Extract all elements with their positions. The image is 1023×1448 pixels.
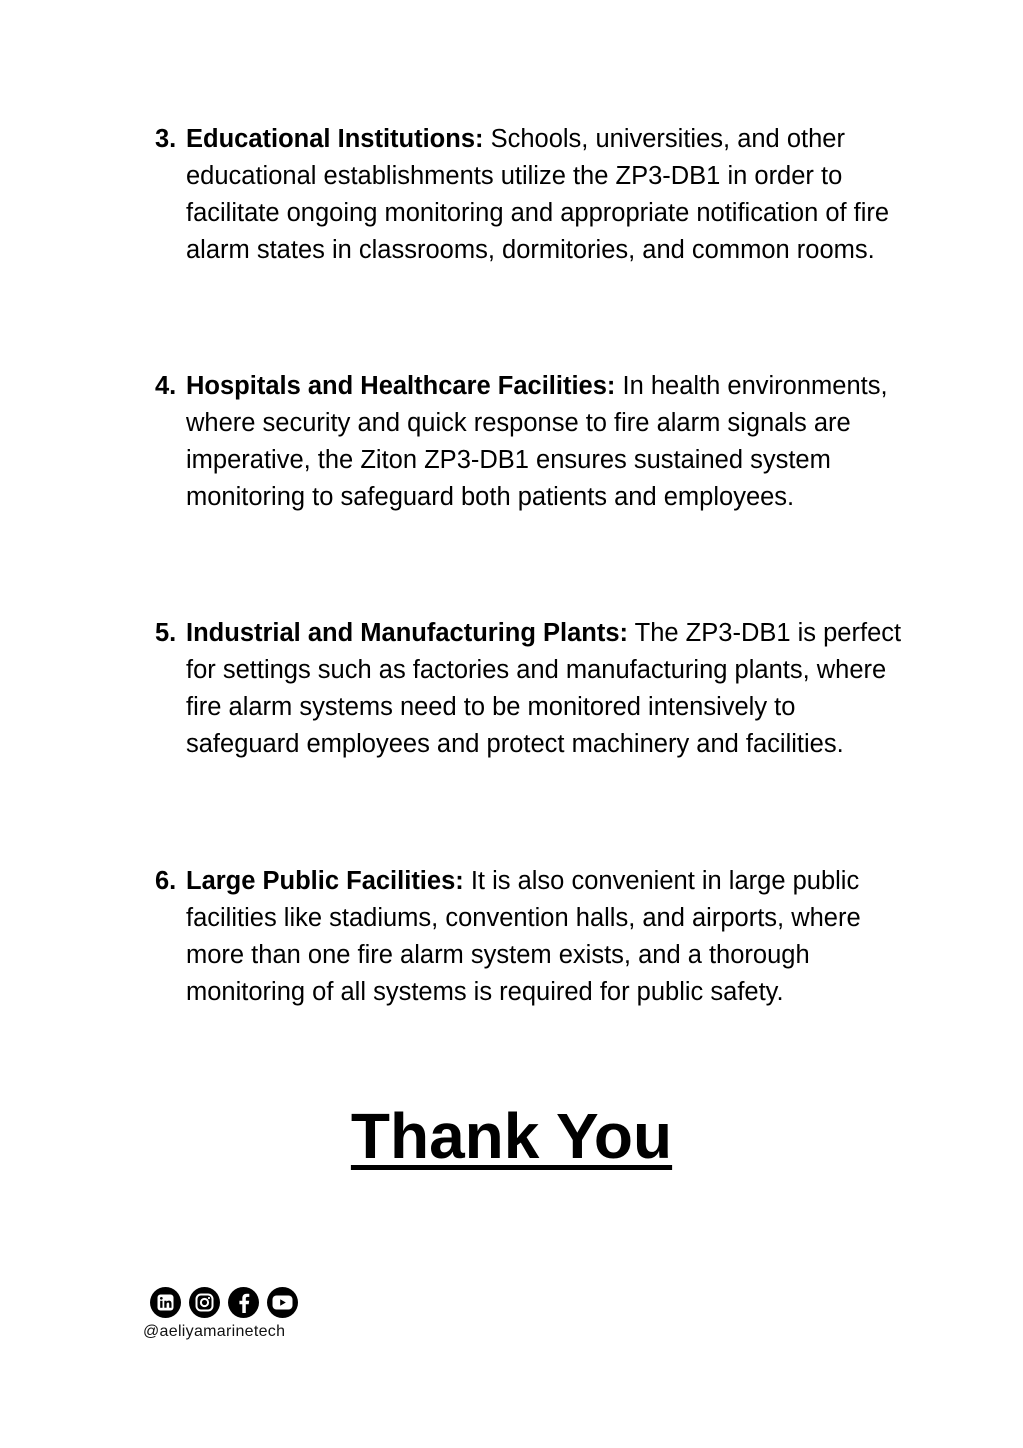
list-number: 3.	[155, 125, 177, 153]
list-item-heading: Large Public Facilities:	[186, 867, 464, 895]
list-number: 6.	[155, 867, 177, 895]
list-item-public-facilities	[155, 863, 915, 1011]
list-item-educational-institutions	[155, 121, 915, 269]
list-item-heading: Educational Institutions:	[186, 125, 484, 153]
list-item-text: Schools, universities, and other educational establishments utilize the ZP3-DB1 in order to facilitate ongoing monitoring and appropriate notification of fire alarm states in classrooms, dormitories, and common rooms.	[186, 125, 890, 264]
youtube-icon[interactable]	[267, 1287, 298, 1318]
social-links	[150, 1287, 298, 1318]
instagram-icon[interactable]	[189, 1287, 220, 1318]
list-item-hospitals	[155, 368, 915, 516]
list-item-text: It is also convenient in large public facilities like stadiums, convention halls, and airports, where more than one fire alarm system exists, and a thorough monitoring of all systems is required for public safety.	[186, 867, 861, 1006]
list-item-body	[186, 121, 915, 269]
list-item-body	[186, 863, 915, 1011]
list-item-body	[186, 615, 915, 763]
list-number: 5.	[155, 619, 177, 647]
list-item-text: The ZP3-DB1 is perfect for settings such as factories and manufacturing plants, where fire alarm systems need to be monitored intensively to safeguard employees and protect machinery and facilities.	[186, 619, 902, 758]
thank-you-heading: Thank You	[350, 1100, 673, 1172]
list-item-text: In health environments, where security and quick response to fire alarm signals are imperative, the Ziton ZP3-DB1 ensures sustained system monitoring to safeguard both patients and employees.	[186, 372, 888, 511]
list-item-heading: Hospitals and Healthcare Facilities:	[186, 372, 616, 400]
facebook-icon[interactable]	[228, 1287, 259, 1318]
list-item-body	[186, 368, 915, 516]
linkedin-icon[interactable]	[150, 1287, 181, 1318]
list-number: 4.	[155, 372, 177, 400]
list-item-heading: Industrial and Manufacturing Plants:	[186, 619, 629, 647]
social-handle: @aeliyamarinetech	[143, 1323, 286, 1340]
list-item-industrial-plants	[155, 615, 915, 763]
